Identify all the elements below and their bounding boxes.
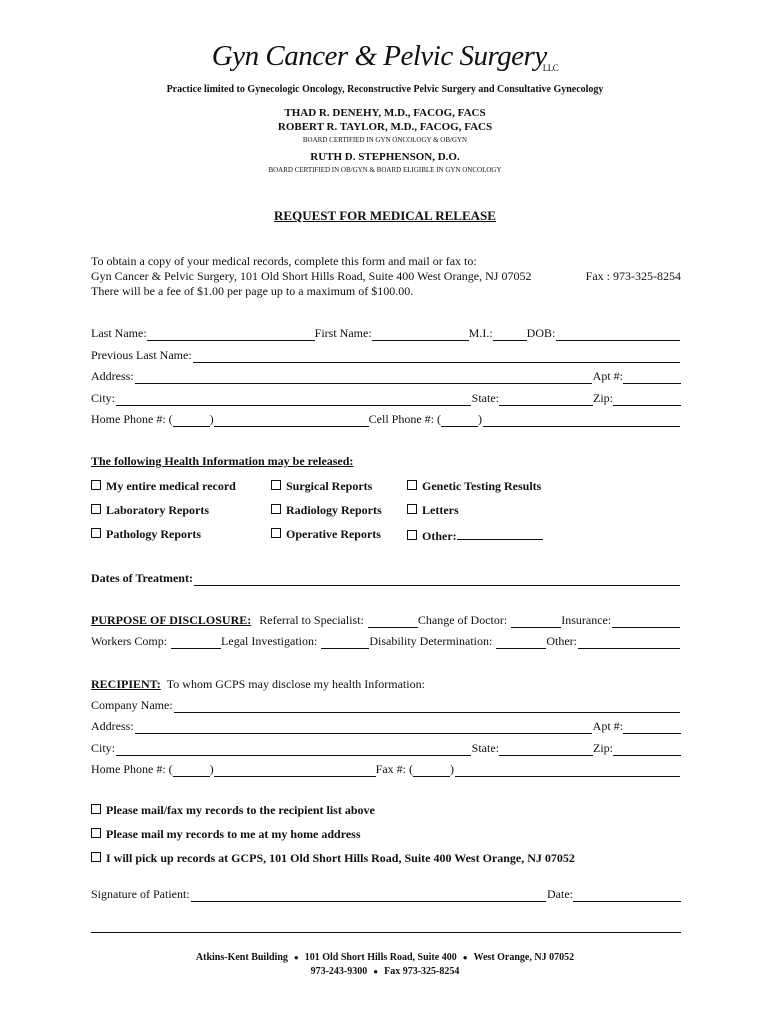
checkbox-mail-fax-recipient[interactable] <box>91 803 375 818</box>
company-label: Company Name: <box>91 698 173 712</box>
recipient-area-code-field[interactable] <box>173 764 210 777</box>
date-label: Date: <box>547 887 573 901</box>
previous-last-name-label: Previous Last Name: <box>91 348 192 362</box>
purpose-heading: PURPOSE OF DISCLOSURE: <box>91 613 252 627</box>
disability-field[interactable] <box>496 636 546 649</box>
dates-of-treatment-label: Dates of Treatment: <box>91 571 193 585</box>
recipient-zip-field[interactable] <box>613 743 681 756</box>
logo-text: Gyn Cancer & Pelvic Surgery <box>211 40 547 72</box>
home-phone-label: Home Phone #: ( <box>91 412 173 426</box>
option-label: Other: <box>422 529 457 543</box>
checkbox-icon[interactable] <box>271 504 281 514</box>
checkbox-radiology-reports[interactable] <box>271 503 382 518</box>
state-label: State: <box>471 391 499 405</box>
checkbox-pick-up[interactable] <box>91 851 575 866</box>
purpose-row-1 <box>91 613 681 628</box>
option-label: Please mail my records to me at my home address <box>106 827 361 841</box>
checkbox-icon[interactable] <box>91 480 101 490</box>
purpose-row-2 <box>91 634 681 649</box>
dob-label: DOB: <box>526 326 556 340</box>
insurance-field[interactable] <box>612 615 680 628</box>
last-name-field[interactable] <box>147 328 315 341</box>
cell-area-code-field[interactable] <box>441 414 478 427</box>
recipient-zip-label: Zip: <box>593 741 613 755</box>
checkbox-icon[interactable] <box>407 504 417 514</box>
logo-suffix: LLC <box>542 63 559 73</box>
state-field[interactable] <box>499 393 593 406</box>
previous-last-name-field[interactable] <box>193 350 680 363</box>
address-field[interactable] <box>135 371 592 384</box>
fax-number: Fax : 973-325-8254 <box>585 269 681 283</box>
option-label: My entire medical record <box>106 479 236 493</box>
legal-field[interactable] <box>321 636 369 649</box>
recipient-apt-label: Apt #: <box>592 719 623 733</box>
recipient-apt-field[interactable] <box>623 721 681 734</box>
recipient-state-field[interactable] <box>499 743 593 756</box>
city-label: City: <box>91 391 116 405</box>
paren-close: ) <box>209 762 214 776</box>
patient-city-row <box>91 391 681 406</box>
referral-label: Referral to Specialist: <box>259 613 364 627</box>
intro-line-1: To obtain a copy of your medical records, complete this form and mail or fax to: <box>91 254 477 268</box>
patient-phone-row <box>91 412 681 427</box>
city-field[interactable] <box>116 393 471 406</box>
recipient-phone-label: Home Phone #: ( <box>91 762 173 776</box>
footer-contact <box>0 966 770 977</box>
last-name-label: Last Name: <box>91 326 147 340</box>
recipient-fax-label: Fax #: ( <box>375 762 413 776</box>
practice-tagline: Practice limited to Gynecologic Oncology, Reconstructive Pelvic Surgery and Consultative Gynecology <box>166 84 604 95</box>
practice-logo <box>0 40 770 73</box>
checkbox-icon[interactable] <box>407 480 417 490</box>
paren-close: ) <box>450 762 454 776</box>
recipient-phone-field[interactable] <box>214 764 376 777</box>
checkbox-icon[interactable] <box>91 804 101 814</box>
paren-close: ) <box>209 412 214 426</box>
address-label: Address: <box>91 369 134 383</box>
footer-building: Atkins-Kent Building <box>195 952 288 963</box>
checkbox-genetic-testing[interactable] <box>407 479 541 494</box>
referral-field[interactable] <box>368 615 418 628</box>
option-label: Surgical Reports <box>286 479 373 493</box>
company-field[interactable] <box>174 700 680 713</box>
checkbox-letters[interactable] <box>407 503 459 518</box>
cell-phone-label: Cell Phone #: ( <box>368 412 441 426</box>
dob-field[interactable] <box>556 328 680 341</box>
change-doctor-label: Change of Doctor: <box>417 613 508 627</box>
checkbox-pathology-reports[interactable] <box>91 527 201 542</box>
option-label: Laboratory Reports <box>106 503 209 517</box>
checkbox-icon[interactable] <box>91 504 101 514</box>
option-label: I will pick up records at GCPS, 101 Old Short Hills Road, Suite 400 West Orange, NJ 07052 <box>106 851 575 865</box>
previous-name-row <box>91 348 681 363</box>
bullet-icon: ● <box>293 953 299 962</box>
form-title: REQUEST FOR MEDICAL RELEASE <box>274 208 496 223</box>
mailing-address: Gyn Cancer & Pelvic Surgery, 101 Old Short Hills Road, Suite 400 West Orange, NJ 07052 <box>91 269 532 283</box>
recipient-phone-row <box>91 762 681 777</box>
checkbox-other[interactable] <box>407 527 543 544</box>
bullet-icon: ● <box>462 953 468 962</box>
recipient-address-label: Address: <box>91 719 134 733</box>
doctor-name-2: ROBERT R. TAYLOR, M.D., FACOG, FACS <box>277 121 493 133</box>
doctor-name-3: RUTH D. STEPHENSON, D.O. <box>310 151 460 163</box>
legal-label: Legal Investigation: <box>221 634 318 648</box>
recipient-city-field[interactable] <box>116 743 471 756</box>
home-phone-field[interactable] <box>214 414 369 427</box>
home-area-code-field[interactable] <box>173 414 210 427</box>
footer-fax: Fax 973-325-8254 <box>384 966 460 977</box>
option-label: Operative Reports <box>286 527 381 541</box>
recipient-address-row <box>91 719 681 734</box>
checkbox-icon[interactable] <box>271 480 281 490</box>
health-info-heading: The following Health Information may be released: <box>91 454 354 468</box>
first-name-field[interactable] <box>372 328 469 341</box>
checkbox-icon[interactable] <box>91 852 101 862</box>
patient-name-row <box>91 326 681 341</box>
recipient-heading-row <box>91 677 681 692</box>
disability-label: Disability Determination: <box>369 634 493 648</box>
option-label: Pathology Reports <box>106 527 201 541</box>
option-label: Genetic Testing Results <box>422 479 542 493</box>
board-certification-1: BOARD CERTIFIED IN GYN ONCOLOGY & OB/GYN <box>302 136 468 144</box>
paren-close: ) <box>477 412 482 426</box>
checkbox-entire-record[interactable] <box>91 479 236 494</box>
recipient-state-label: State: <box>471 741 499 755</box>
option-label: Please mail/fax my records to the recipient list above <box>106 803 375 817</box>
doctor-name-1: THAD R. DENEHY, M.D., FACOG, FACS <box>284 107 486 119</box>
zip-label: Zip: <box>593 391 613 405</box>
checkbox-operative-reports[interactable] <box>271 527 381 542</box>
bullet-icon: ● <box>373 967 379 976</box>
footer-address <box>0 952 770 963</box>
first-name-label: First Name: <box>314 326 372 340</box>
checkbox-icon[interactable] <box>91 528 101 538</box>
footer-phone: 973-243-9300 <box>310 966 368 977</box>
date-field[interactable] <box>573 889 681 902</box>
cell-phone-field[interactable] <box>483 414 680 427</box>
patient-address-row <box>91 369 681 384</box>
recipient-description: To whom GCPS may disclose my health Information: <box>166 677 425 691</box>
recipient-fax-area-field[interactable] <box>413 764 450 777</box>
dates-of-treatment-field[interactable] <box>194 573 680 586</box>
recipient-city-row <box>91 741 681 756</box>
intro-fee: There will be a fee of $1.00 per page up to a maximum of $100.00. <box>91 284 414 298</box>
zip-field[interactable] <box>613 393 681 406</box>
workers-comp-label: Workers Comp: <box>91 634 168 648</box>
option-label: Radiology Reports <box>286 503 382 517</box>
other-purpose-label: Other: <box>546 634 577 648</box>
checkbox-icon[interactable] <box>407 530 417 540</box>
board-certification-2: BOARD CERTIFIED IN OB/GYN & BOARD ELIGIBLE IN GYN ONCOLOGY <box>268 166 502 174</box>
other-purpose-field[interactable] <box>578 636 680 649</box>
other-field[interactable] <box>457 527 543 540</box>
signature-field[interactable] <box>191 889 546 902</box>
recipient-city-label: City: <box>91 741 116 755</box>
mi-label: M.I.: <box>468 326 493 340</box>
signature-label: Signature of Patient: <box>91 887 190 901</box>
option-label: Letters <box>422 503 459 517</box>
checkbox-mail-home[interactable] <box>91 827 361 842</box>
apt-field[interactable] <box>623 371 681 384</box>
checkbox-surgical-reports[interactable] <box>271 479 372 494</box>
checkbox-icon[interactable] <box>91 828 101 838</box>
recipient-fax-field[interactable] <box>455 764 680 777</box>
checkbox-laboratory-reports[interactable] <box>91 503 209 518</box>
apt-label: Apt #: <box>592 369 623 383</box>
footer-divider <box>91 932 681 933</box>
recipient-address-field[interactable] <box>135 721 592 734</box>
footer-city: West Orange, NJ 07052 <box>473 952 575 963</box>
recipient-heading: RECIPIENT: <box>91 677 161 691</box>
workers-comp-field[interactable] <box>171 636 221 649</box>
dates-of-treatment-row <box>91 571 681 586</box>
footer-street: 101 Old Short Hills Road, Suite 400 <box>304 952 457 963</box>
signature-row <box>91 887 681 902</box>
insurance-label: Insurance: <box>561 613 612 627</box>
intro-line-2 <box>91 269 681 284</box>
checkbox-icon[interactable] <box>271 528 281 538</box>
company-row <box>91 698 681 713</box>
mi-field[interactable] <box>493 328 527 341</box>
change-doctor-field[interactable] <box>511 615 561 628</box>
